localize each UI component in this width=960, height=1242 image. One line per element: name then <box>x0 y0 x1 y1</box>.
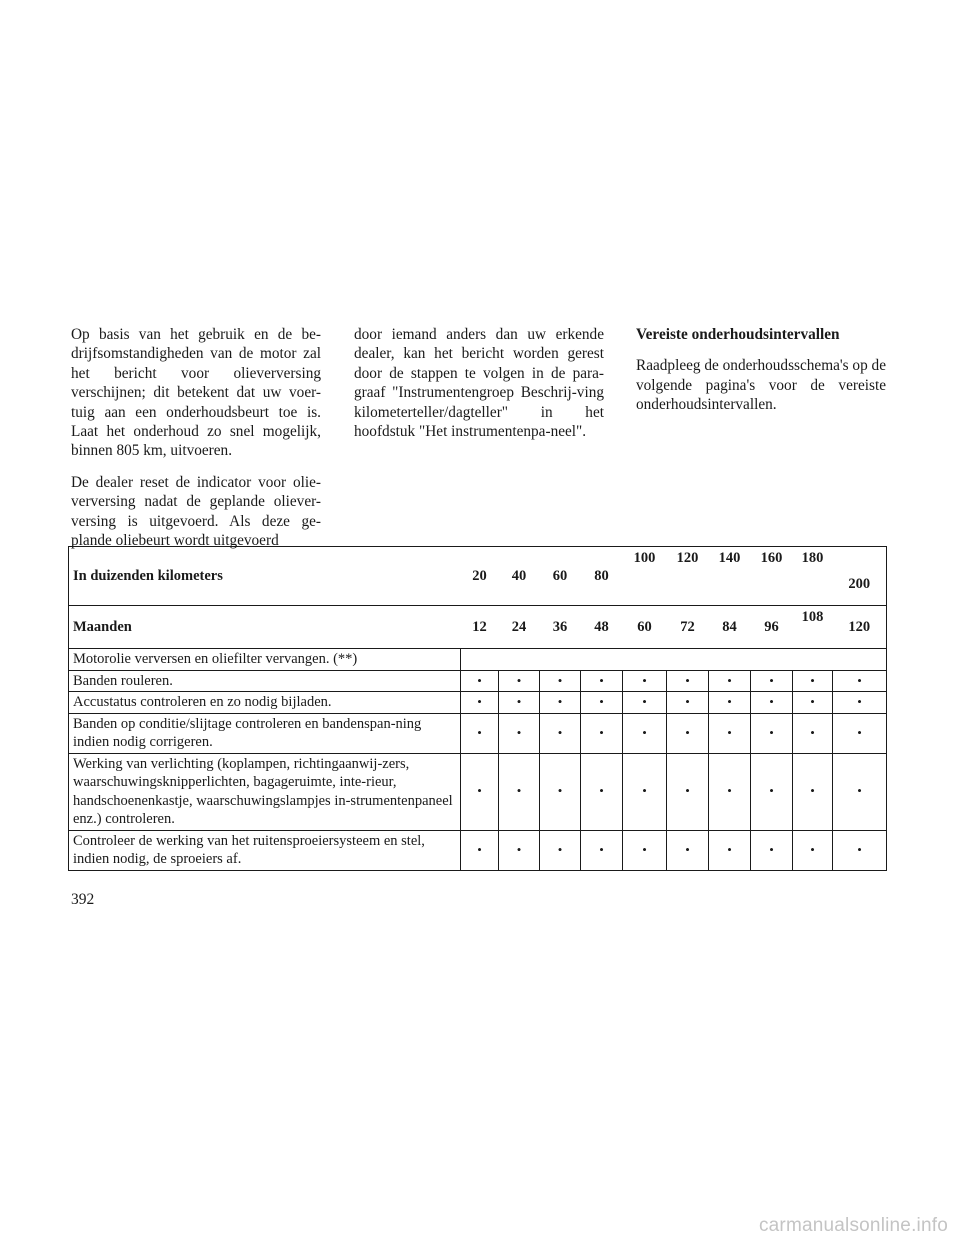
month-value: 12 <box>461 606 499 649</box>
months-row <box>69 606 887 649</box>
interval-dot: • <box>499 830 540 870</box>
paragraph-oil-message: Op basis van het gebruik en de be-drijfsomstandigheden van de motor zal het bericht voor olieverversing verschijnen; dit betekent dat uw voer-tuig aan een onderhoudsbeurt toe is. Laat het onderhoud zo snel mogelijk, binnen 805 km, uitvoeren. <box>71 326 321 460</box>
interval-dot: • <box>793 830 833 870</box>
interval-dot: • <box>581 713 623 753</box>
interval-dot: • <box>751 670 793 692</box>
month-value: 36 <box>540 606 581 649</box>
interval-dot: • <box>540 830 581 870</box>
interval-dot: • <box>751 830 793 870</box>
paragraph-reset-steps: door iemand anders dan uw erkende dealer, kan het bericht worden gerest door de stappen te volgen in de para-graaf "Instrumentengroep Beschrij-ving kilometerteller/dagteller" in het hoofdstuk "Het instrumentenpa-neel". <box>354 326 604 441</box>
km-value: 140 <box>709 547 751 606</box>
interval-dot: • <box>833 670 887 692</box>
interval-dot: • <box>623 670 667 692</box>
interval-dot: • <box>540 670 581 692</box>
month-value: 108 <box>793 606 833 649</box>
month-value: 120 <box>833 606 887 649</box>
interval-dot: • <box>667 670 709 692</box>
task-label: Motorolie verversen en oliefilter vervangen. (**) <box>69 649 461 671</box>
interval-dot: • <box>499 713 540 753</box>
interval-dot: • <box>667 830 709 870</box>
interval-dot: • <box>833 713 887 753</box>
task-row <box>69 670 887 692</box>
interval-dot: • <box>581 753 623 830</box>
section-heading: Vereiste onderhoudsintervallen <box>636 326 840 343</box>
month-value: 48 <box>581 606 623 649</box>
interval-dot: • <box>709 692 751 714</box>
km-value: 100 <box>623 547 667 606</box>
interval-dot: • <box>833 753 887 830</box>
interval-dot: • <box>499 670 540 692</box>
km-value: 60 <box>540 547 581 606</box>
interval-dot: • <box>667 692 709 714</box>
interval-dot: • <box>751 713 793 753</box>
interval-dot: • <box>709 670 751 692</box>
km-value: 200 <box>833 547 887 606</box>
kilometers-label: In duizenden kilometers <box>69 547 461 606</box>
km-value: 20 <box>461 547 499 606</box>
interval-dot: • <box>499 753 540 830</box>
month-value: 96 <box>751 606 793 649</box>
interval-dot: • <box>461 670 499 692</box>
text-column-3 <box>636 325 886 427</box>
km-value: 180 <box>793 547 833 606</box>
interval-dot: • <box>581 692 623 714</box>
interval-dot: • <box>833 830 887 870</box>
interval-dot: • <box>833 692 887 714</box>
task-label: Banden op conditie/slijtage controleren en bandenspan-ning indien nodig corrigeren. <box>69 713 461 753</box>
month-value: 84 <box>709 606 751 649</box>
interval-dot: • <box>623 692 667 714</box>
km-value: 80 <box>581 547 623 606</box>
interval-dot: • <box>461 692 499 714</box>
task-empty-cell <box>461 649 887 671</box>
interval-dot: • <box>793 692 833 714</box>
interval-dot: • <box>581 830 623 870</box>
task-label: Banden rouleren. <box>69 670 461 692</box>
interval-dot: • <box>751 753 793 830</box>
task-row <box>69 713 887 753</box>
interval-dot: • <box>540 713 581 753</box>
interval-dot: • <box>581 670 623 692</box>
interval-dot: • <box>751 692 793 714</box>
month-value: 24 <box>499 606 540 649</box>
task-label: Controleer de werking van het ruitensproeiersysteem en stel, indien nodig, de sproeiers af. <box>69 830 461 870</box>
interval-dot: • <box>709 713 751 753</box>
interval-dot: • <box>793 713 833 753</box>
interval-dot: • <box>709 753 751 830</box>
task-label: Werking van verlichting (koplampen, richtingaanwij-zers, waarschuwingsknipperlichten, bagageruimte, inte-rieur, handschoenenkastje, waarschuwingslampjes in-strumentenpaneel enz.) controleren. <box>69 753 461 830</box>
paragraph-dealer-reset: De dealer reset de indicator voor olie-verversing nadat de geplande oliever-versing is uitgevoerd. Als deze ge-plande oliebeurt wordt uitgevoerd <box>71 473 321 550</box>
interval-dot: • <box>623 830 667 870</box>
km-value: 160 <box>751 547 793 606</box>
task-label: Accustatus controleren en zo nodig bijladen. <box>69 692 461 714</box>
interval-dot: • <box>793 753 833 830</box>
month-value: 60 <box>623 606 667 649</box>
task-row <box>69 649 887 671</box>
month-value: 72 <box>667 606 709 649</box>
interval-dot: • <box>623 753 667 830</box>
interval-dot: • <box>540 692 581 714</box>
months-label: Maanden <box>69 606 461 649</box>
interval-dot: • <box>667 713 709 753</box>
task-row <box>69 830 887 870</box>
interval-dot: • <box>499 692 540 714</box>
interval-dot: • <box>667 753 709 830</box>
page-number: 392 <box>71 891 95 908</box>
interval-dot: • <box>461 713 499 753</box>
interval-dot: • <box>540 753 581 830</box>
paragraph-intervals: Raadpleeg de onderhoudsschema's op de volgende pagina's voor de vereiste onderhoudsintervallen. <box>636 357 886 414</box>
km-value: 120 <box>667 547 709 606</box>
text-column-1 <box>71 325 321 562</box>
interval-dot: • <box>461 753 499 830</box>
km-value: 40 <box>499 547 540 606</box>
text-column-2 <box>354 325 604 453</box>
interval-dot: • <box>709 830 751 870</box>
watermark: carmanualsonline.info <box>758 1215 948 1236</box>
maintenance-schedule-table <box>68 546 887 871</box>
interval-dot: • <box>461 830 499 870</box>
kilometers-row <box>69 547 887 606</box>
task-row <box>69 692 887 714</box>
task-row <box>69 753 887 830</box>
interval-dot: • <box>793 670 833 692</box>
interval-dot: • <box>623 713 667 753</box>
